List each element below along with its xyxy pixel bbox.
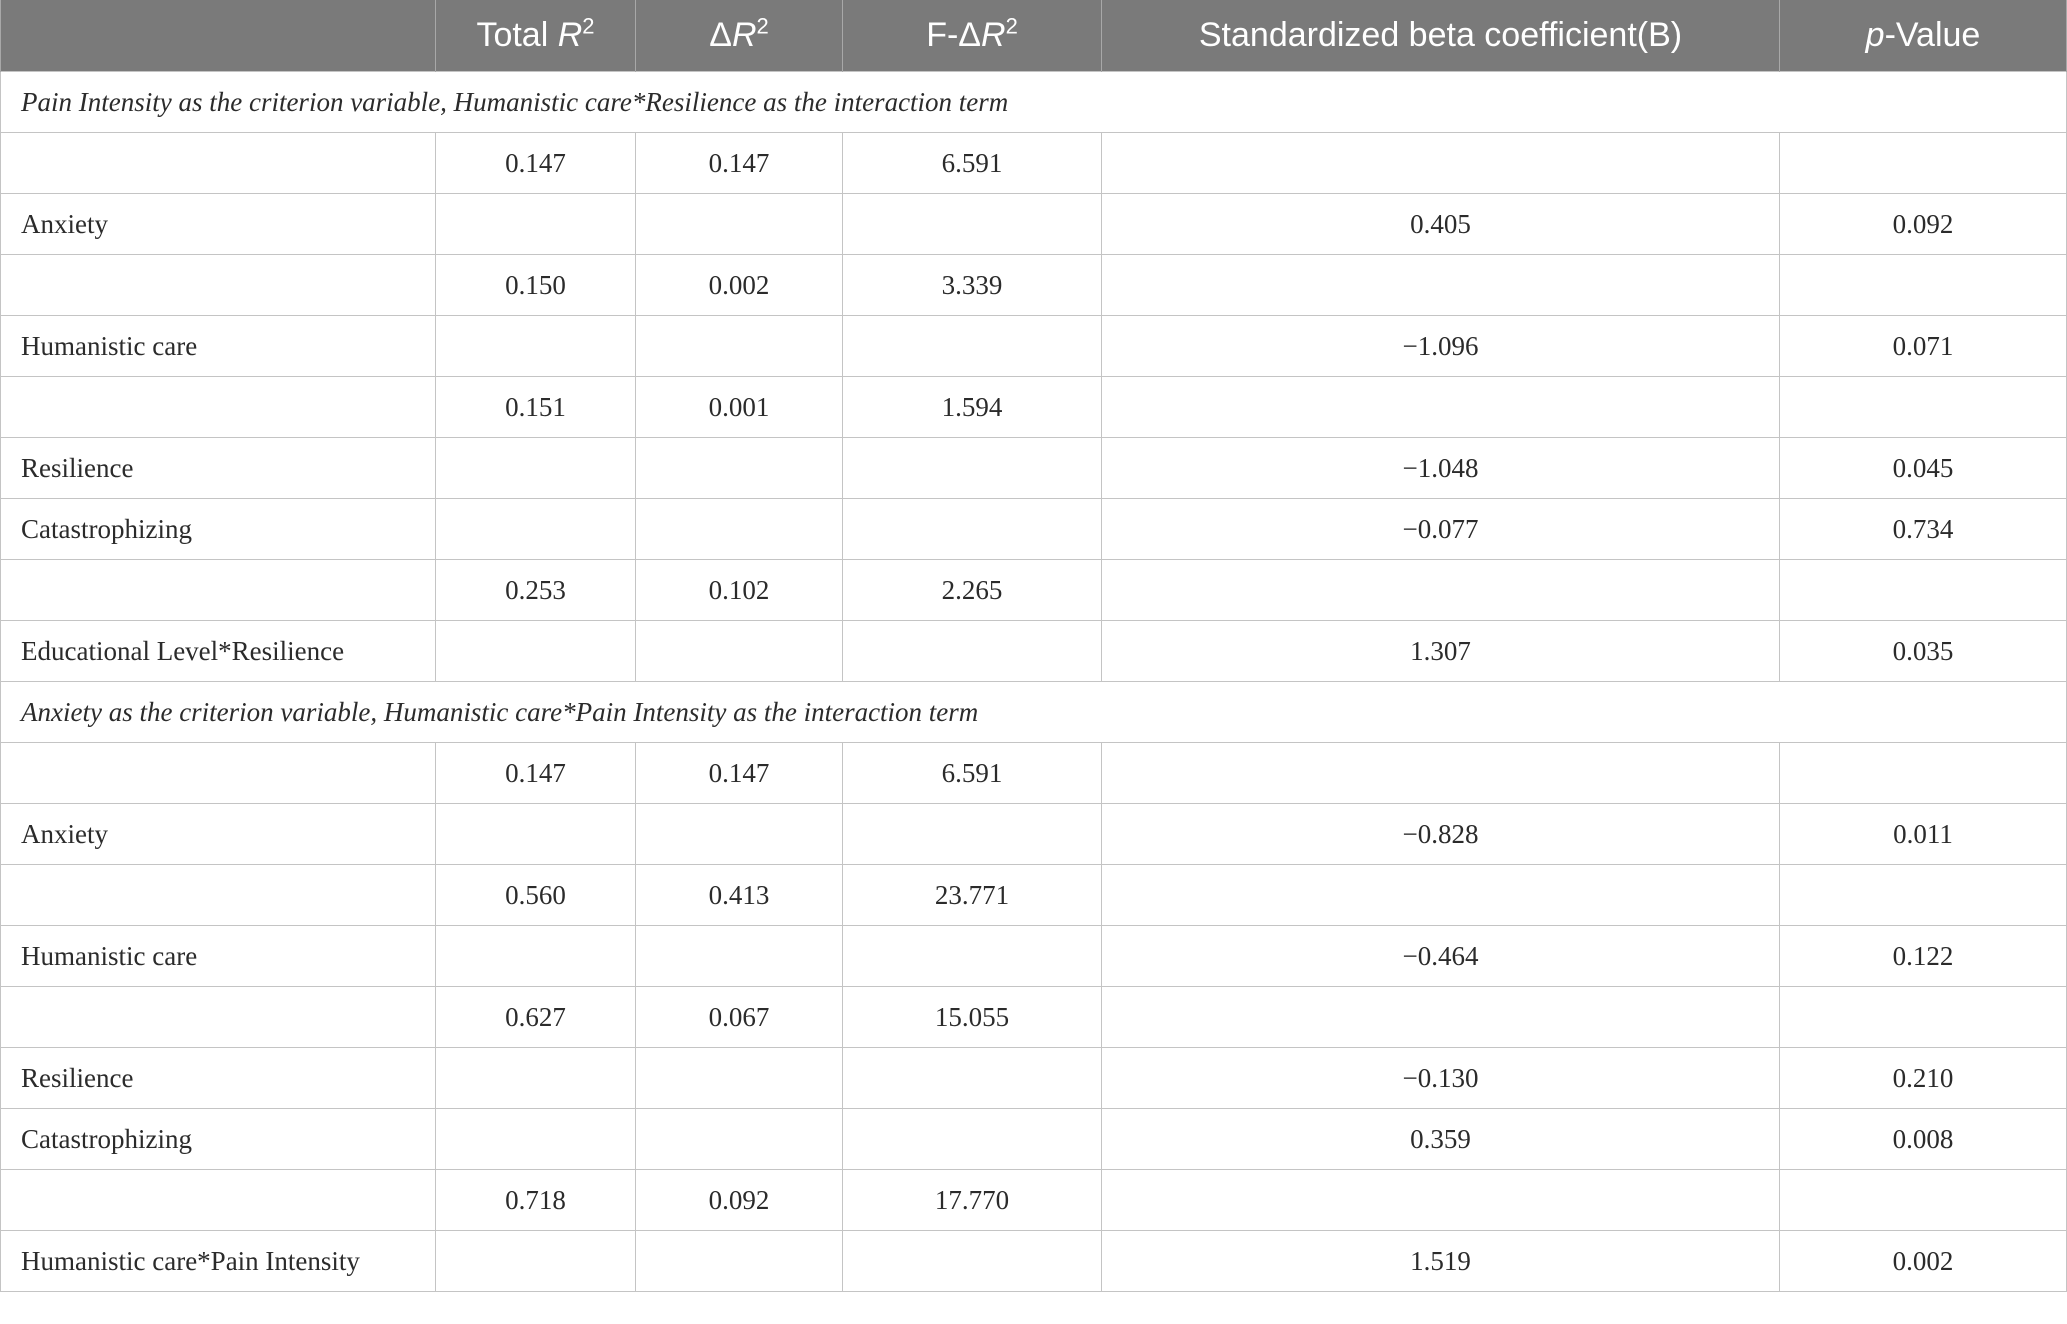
p-value-cell	[1780, 743, 2067, 804]
total-r2-cell	[436, 1231, 636, 1292]
delta-r2-cell	[636, 194, 843, 255]
section-title: Pain Intensity as the criterion variable, Humanistic care*Resilience as the interaction term	[1, 72, 2067, 133]
delta-r2-cell: 0.413	[636, 865, 843, 926]
table-row	[1, 255, 2067, 316]
beta-cell	[1102, 865, 1780, 926]
p-value-cell: 0.122	[1780, 926, 2067, 987]
beta-cell	[1102, 255, 1780, 316]
table-header	[1, 0, 2067, 72]
beta-cell: 0.359	[1102, 1109, 1780, 1170]
delta-r2-cell	[636, 926, 843, 987]
total-r2-cell	[436, 438, 636, 499]
row-label: Educational Level*Resilience	[1, 621, 436, 682]
delta-r2-cell	[636, 499, 843, 560]
header-total-r2: Total $R^2$	[436, 0, 636, 72]
row-label	[1, 865, 436, 926]
table-row	[1, 1109, 2067, 1170]
beta-cell: −0.130	[1102, 1048, 1780, 1109]
beta-cell: 0.405	[1102, 194, 1780, 255]
f-delta-r2-cell: 15.055	[843, 987, 1102, 1048]
total-r2-cell: 0.150	[436, 255, 636, 316]
table-row	[1, 804, 2067, 865]
table-row	[1, 926, 2067, 987]
p-value-cell	[1780, 865, 2067, 926]
p-value-cell	[1780, 255, 2067, 316]
total-r2-cell	[436, 804, 636, 865]
table-body	[1, 72, 2067, 1292]
row-label	[1, 743, 436, 804]
beta-cell: −1.048	[1102, 438, 1780, 499]
beta-cell: −1.096	[1102, 316, 1780, 377]
table-row	[1, 1231, 2067, 1292]
delta-r2-cell: 0.067	[636, 987, 843, 1048]
delta-r2-cell	[636, 804, 843, 865]
p-value-cell: 0.071	[1780, 316, 2067, 377]
p-value-cell: 0.002	[1780, 1231, 2067, 1292]
row-label: Resilience	[1, 438, 436, 499]
total-r2-cell	[436, 1109, 636, 1170]
f-delta-r2-cell	[843, 1048, 1102, 1109]
table-row	[1, 743, 2067, 804]
f-delta-r2-cell: 17.770	[843, 1170, 1102, 1231]
delta-r2-cell	[636, 316, 843, 377]
total-r2-cell	[436, 1048, 636, 1109]
p-value-cell: 0.092	[1780, 194, 2067, 255]
table-row	[1, 987, 2067, 1048]
delta-r2-cell	[636, 438, 843, 499]
total-r2-cell	[436, 499, 636, 560]
f-delta-r2-cell: 6.591	[843, 743, 1102, 804]
row-label	[1, 560, 436, 621]
header-f-delta-r2: $F-\Delta R^2$	[843, 0, 1102, 72]
total-r2-cell: 0.560	[436, 865, 636, 926]
header-blank	[1, 0, 436, 72]
table-row	[1, 438, 2067, 499]
row-label: Humanistic care	[1, 926, 436, 987]
row-label: Resilience	[1, 1048, 436, 1109]
f-delta-r2-cell	[843, 926, 1102, 987]
beta-cell: −0.077	[1102, 499, 1780, 560]
f-delta-r2-cell	[843, 804, 1102, 865]
table-row	[1, 499, 2067, 560]
section-title: Anxiety as the criterion variable, Humanistic care*Pain Intensity as the interaction term	[1, 682, 2067, 743]
row-label: Anxiety	[1, 194, 436, 255]
row-label: Anxiety	[1, 804, 436, 865]
p-value-cell: 0.011	[1780, 804, 2067, 865]
total-r2-cell	[436, 621, 636, 682]
total-r2-cell	[436, 194, 636, 255]
delta-r2-cell: 0.001	[636, 377, 843, 438]
section-header-row	[1, 682, 2067, 743]
beta-cell	[1102, 560, 1780, 621]
beta-cell	[1102, 987, 1780, 1048]
delta-r2-cell: 0.002	[636, 255, 843, 316]
table-row	[1, 1048, 2067, 1109]
row-label: Humanistic care*Pain Intensity	[1, 1231, 436, 1292]
total-r2-cell: 0.627	[436, 987, 636, 1048]
header-beta: Standardized beta coefficient(B)	[1102, 0, 1780, 72]
total-r2-cell: 0.147	[436, 743, 636, 804]
row-label: Catastrophizing	[1, 499, 436, 560]
f-delta-r2-cell: 3.339	[843, 255, 1102, 316]
beta-cell	[1102, 743, 1780, 804]
p-value-cell: 0.734	[1780, 499, 2067, 560]
f-delta-r2-cell: 2.265	[843, 560, 1102, 621]
f-delta-r2-cell	[843, 194, 1102, 255]
beta-cell: 1.519	[1102, 1231, 1780, 1292]
f-delta-r2-cell	[843, 499, 1102, 560]
f-delta-r2-cell	[843, 621, 1102, 682]
f-delta-r2-cell: 6.591	[843, 133, 1102, 194]
table-row	[1, 133, 2067, 194]
section-header-row	[1, 72, 2067, 133]
p-value-cell: 0.035	[1780, 621, 2067, 682]
total-r2-cell: 0.147	[436, 133, 636, 194]
f-delta-r2-cell: 1.594	[843, 377, 1102, 438]
f-delta-r2-cell	[843, 316, 1102, 377]
beta-cell: −0.464	[1102, 926, 1780, 987]
row-label	[1, 1170, 436, 1231]
delta-r2-cell	[636, 1048, 843, 1109]
table-row	[1, 621, 2067, 682]
row-label: Catastrophizing	[1, 1109, 436, 1170]
p-value-cell	[1780, 560, 2067, 621]
total-r2-cell	[436, 926, 636, 987]
f-delta-r2-cell	[843, 1231, 1102, 1292]
p-value-cell	[1780, 133, 2067, 194]
table-row	[1, 316, 2067, 377]
row-label	[1, 255, 436, 316]
table-row	[1, 377, 2067, 438]
table-row	[1, 1170, 2067, 1231]
p-value-cell	[1780, 377, 2067, 438]
total-r2-cell	[436, 316, 636, 377]
delta-r2-cell: 0.147	[636, 743, 843, 804]
p-value-cell: 0.210	[1780, 1048, 2067, 1109]
delta-r2-cell	[636, 1231, 843, 1292]
beta-cell	[1102, 377, 1780, 438]
beta-cell: −0.828	[1102, 804, 1780, 865]
f-delta-r2-cell: 23.771	[843, 865, 1102, 926]
delta-r2-cell	[636, 1109, 843, 1170]
header-row	[1, 0, 2067, 72]
delta-r2-cell: 0.102	[636, 560, 843, 621]
total-r2-cell: 0.151	[436, 377, 636, 438]
p-value-cell: 0.008	[1780, 1109, 2067, 1170]
f-delta-r2-cell	[843, 1109, 1102, 1170]
row-label	[1, 987, 436, 1048]
beta-cell	[1102, 1170, 1780, 1231]
table-row	[1, 560, 2067, 621]
delta-r2-cell	[636, 621, 843, 682]
beta-cell	[1102, 133, 1780, 194]
table-row	[1, 194, 2067, 255]
row-label	[1, 377, 436, 438]
f-delta-r2-cell	[843, 438, 1102, 499]
total-r2-cell: 0.253	[436, 560, 636, 621]
total-r2-cell: 0.718	[436, 1170, 636, 1231]
table-row	[1, 865, 2067, 926]
delta-r2-cell: 0.147	[636, 133, 843, 194]
header-p-value: p-Value	[1780, 0, 2067, 72]
p-value-cell	[1780, 1170, 2067, 1231]
row-label	[1, 133, 436, 194]
row-label: Humanistic care	[1, 316, 436, 377]
p-value-cell	[1780, 987, 2067, 1048]
beta-cell: 1.307	[1102, 621, 1780, 682]
delta-r2-cell: 0.092	[636, 1170, 843, 1231]
p-value-cell: 0.045	[1780, 438, 2067, 499]
header-delta-r2: $\Delta R^2$	[636, 0, 843, 72]
